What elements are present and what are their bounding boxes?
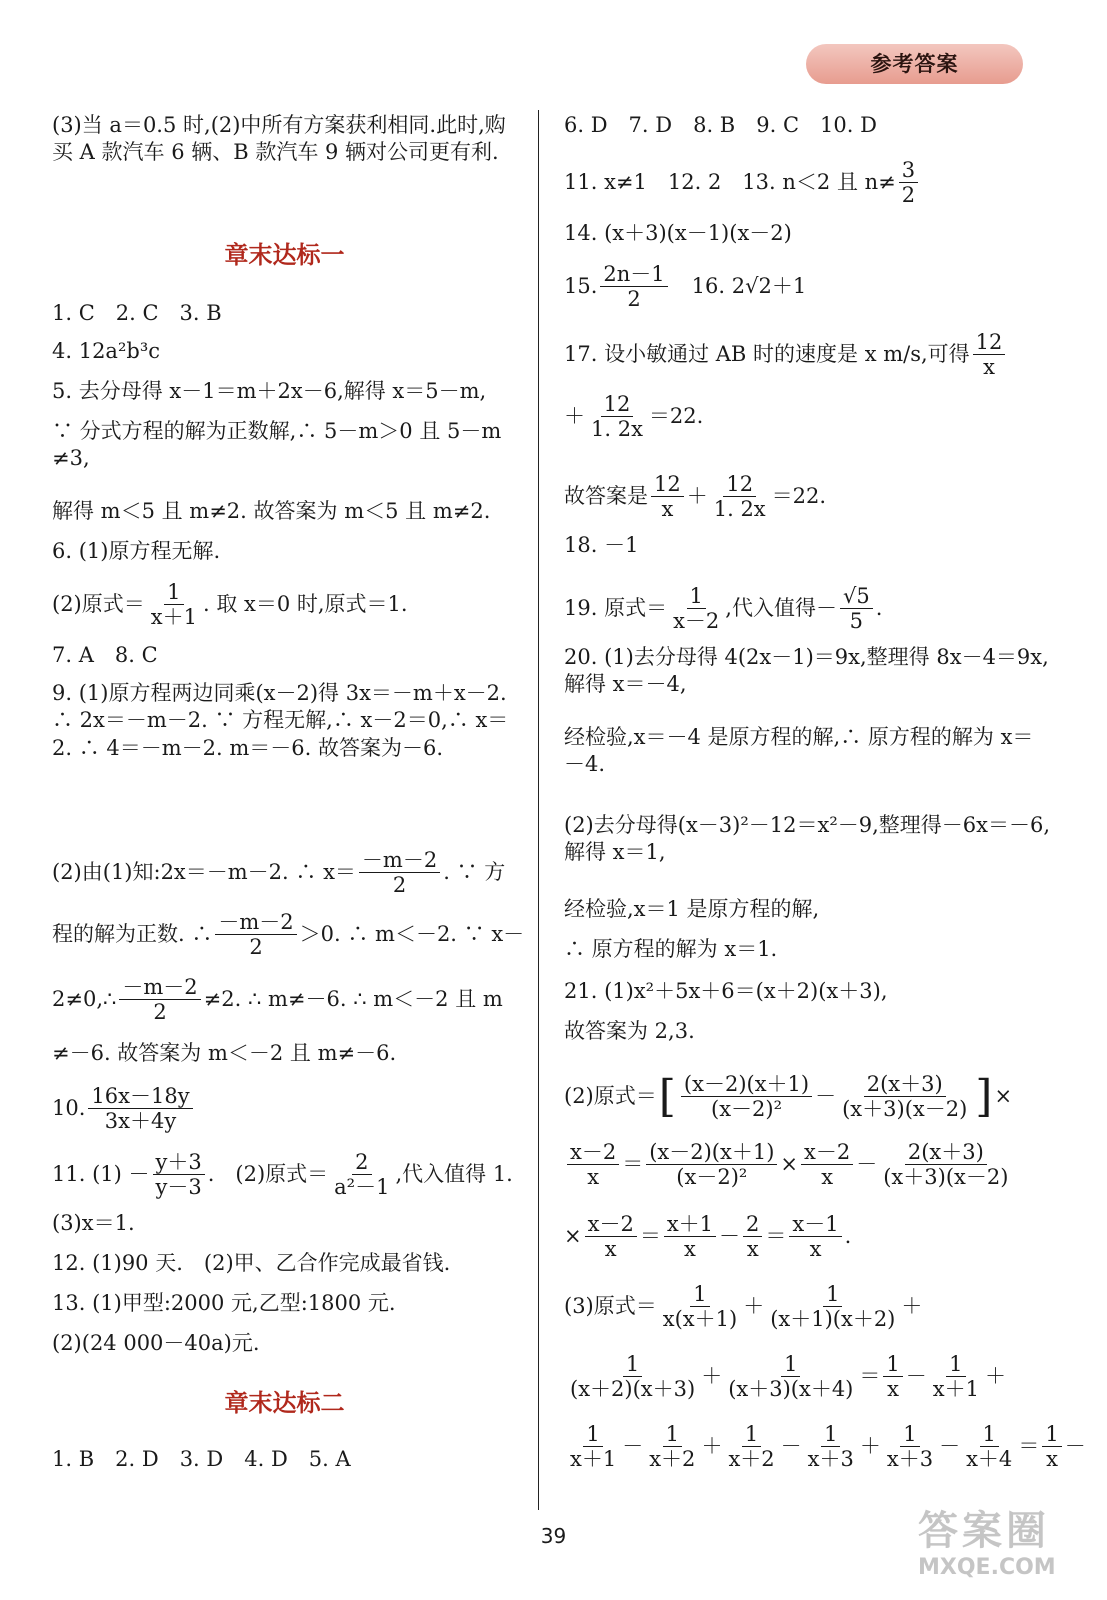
fraction-numerator: (x－2)(x＋1) (646, 1140, 777, 1165)
text-segment: ＋ (701, 1363, 723, 1388)
fraction-numerator: 2(x＋3) (864, 1072, 946, 1097)
fraction-denominator: (x－2)² (711, 1097, 783, 1122)
answer-line (564, 1422, 1086, 1472)
fraction-denominator: x (661, 497, 674, 522)
text-segment: . (2)原式＝ (207, 1161, 329, 1186)
fraction-denominator: x (604, 1237, 617, 1262)
answer-line: 1. C 2. C 3. B (52, 301, 222, 325)
text-segment: ＋ (901, 1293, 923, 1318)
fraction-denominator: x＋1 (570, 1447, 617, 1472)
answer-line (52, 848, 517, 897)
text-segment: ＝22. (648, 403, 704, 428)
text-segment: . ∵ 方 (443, 859, 506, 884)
text-segment: ＋ (743, 1293, 765, 1318)
fraction-denominator: 2 (901, 183, 916, 208)
bracket: ] (975, 1070, 993, 1122)
fraction (600, 262, 667, 311)
fraction-numerator: 1 (781, 1352, 800, 1377)
answer-line: 5. 去分母得 x－1＝m＋2x－6,解得 x＝5－m, (52, 379, 487, 403)
fraction (963, 1422, 1015, 1471)
fraction-denominator: (x－2)² (676, 1165, 748, 1190)
fraction-denominator: x＋2 (728, 1447, 775, 1472)
answer-line: 经检验,x＝－4 是原方程的解,∴ 原方程的解为 x＝－4. (564, 725, 1034, 777)
fraction-numerator: 2 (352, 1150, 371, 1175)
fraction (973, 330, 1006, 379)
text-segment: ＋ (701, 1433, 723, 1458)
fraction-numerator: －m－2 (215, 910, 296, 935)
fraction (880, 1140, 1011, 1189)
text-segment: ＋ (984, 1363, 1006, 1388)
fraction-numerator: x＋1 (664, 1212, 716, 1237)
text-segment: 16. 2√2＋1 (670, 273, 807, 298)
fraction-numerator: 2 (743, 1212, 762, 1237)
answer-line (564, 330, 1054, 379)
page-number: 39 (540, 1524, 567, 1548)
fraction (767, 1282, 898, 1331)
fraction (899, 158, 918, 207)
fraction (119, 975, 200, 1024)
fraction (646, 1422, 698, 1471)
answer-line: 12. (1)90 天. (2)甲、乙合作完成最省钱. (52, 1251, 451, 1275)
watermark-chinese: 答案圈 (918, 1508, 1050, 1554)
fraction (88, 1084, 192, 1133)
section-heading: 章末达标二 (224, 1389, 345, 1417)
fraction-numerator: 16x－18y (88, 1084, 192, 1109)
fraction (664, 1212, 716, 1261)
fraction-denominator: 5 (849, 609, 864, 634)
answer-line (52, 580, 517, 629)
answer-line: ≠－6. 故答案为 m＜－2 且 m≠－6. (52, 1041, 397, 1065)
fraction (567, 1140, 619, 1189)
fraction (153, 1150, 205, 1199)
fraction-denominator: (x＋3)(x－2) (883, 1165, 1009, 1190)
fraction (567, 1422, 619, 1471)
answer-line: 14. (x＋3)(x－1)(x－2) (564, 221, 792, 245)
fraction (588, 392, 646, 441)
column-divider (538, 110, 539, 1510)
fraction-denominator: x＋1 (150, 605, 197, 630)
watermark-logo (918, 1508, 1098, 1592)
text-segment: 15. (564, 273, 598, 298)
fraction-numerator: 1 (946, 1352, 965, 1377)
fraction-numerator: x－1 (789, 1212, 841, 1237)
fraction-denominator: x (983, 355, 995, 380)
answer-line: 经检验,x＝1 是原方程的解, (564, 897, 820, 921)
fraction (585, 1212, 637, 1261)
text-segment: 11. x≠1 12. 2 13. n＜2 且 n≠ (564, 169, 896, 194)
fraction-denominator: a²－1 (334, 1175, 390, 1200)
fraction-denominator: x (887, 1377, 899, 1402)
answer-line: ∵ 分式方程的解为正数解,∴ 5－m＞0 且 5－m ≠3, (52, 419, 502, 471)
text-segment: ,代入值得 1. (395, 1161, 513, 1186)
fraction-denominator: (x＋3)(x＋4) (728, 1377, 854, 1402)
fraction (840, 584, 873, 633)
text-segment: 19. 原式＝ (564, 595, 668, 620)
answer-line: 7. A 8. C (52, 643, 158, 667)
text-segment: 故答案是 (564, 483, 648, 508)
answer-line (564, 1282, 1054, 1331)
fraction (567, 1352, 698, 1401)
fraction-denominator: 2 (153, 1000, 167, 1025)
fraction-numerator: 1 (1042, 1422, 1061, 1447)
fraction-denominator: x－2 (673, 609, 720, 634)
answer-line (52, 1150, 517, 1199)
text-segment: ＝22. (771, 483, 827, 508)
text-segment: × (780, 1151, 799, 1176)
fraction-denominator: x＋4 (966, 1447, 1013, 1472)
fraction-numerator: 1 (687, 584, 706, 609)
text-segment: (2)原式＝ (52, 591, 145, 616)
fraction-denominator: 2 (392, 873, 407, 898)
fraction-denominator: 1. 2x (591, 417, 643, 442)
fraction-denominator: x (587, 1165, 600, 1190)
fraction-denominator: x＋2 (649, 1447, 696, 1472)
fraction-numerator: 1 (823, 1282, 842, 1307)
fraction-numerator: 12 (601, 392, 634, 417)
answer-line: 18. －1 (564, 533, 639, 557)
fraction-numerator: 1 (690, 1282, 709, 1307)
fraction-denominator: x (684, 1237, 696, 1262)
bracket: [ (658, 1070, 676, 1122)
text-segment: － (719, 1223, 741, 1248)
fraction-denominator: y－3 (155, 1175, 202, 1200)
fraction (839, 1072, 970, 1121)
fraction-numerator: 1 (900, 1422, 919, 1447)
answer-line (52, 1084, 517, 1133)
fraction-numerator: x－2 (567, 1140, 619, 1165)
fraction (215, 910, 296, 959)
fraction-numerator: 2n－1 (600, 262, 667, 287)
fraction-numerator: (x－2)(x＋1) (681, 1072, 812, 1097)
text-segment: ＋ (564, 403, 585, 428)
answer-line: 4. 12a²b³c (52, 339, 160, 363)
fraction-denominator: (x＋2)(x＋3) (570, 1377, 696, 1402)
text-segment: － (905, 1363, 927, 1388)
text-segment: (3)原式＝ (564, 1293, 657, 1318)
text-segment: ＋ (859, 1433, 881, 1458)
fraction (670, 584, 722, 633)
fraction (801, 1140, 853, 1189)
fraction-numerator: 1 (663, 1422, 682, 1447)
text-segment: ,代入值得－ (725, 595, 837, 620)
fraction-denominator: x (746, 1237, 759, 1262)
answer-line (564, 392, 1054, 441)
fraction (884, 1422, 936, 1471)
answer-line: 9. (1)原方程两边同乘(x－2)得 3x＝－m＋x－2. ∴ 2x＝－m－2. ∵ 方程无解,∴ x－2＝0,∴ x＝2. ∴ 4＝－m－2. m＝－6. 故答案为－6. (52, 681, 509, 760)
fraction (646, 1140, 777, 1189)
fraction-numerator: 12 (651, 472, 684, 497)
text-segment: ＝ (639, 1223, 661, 1248)
answer-line: 20. (1)去分母得 4(2x－1)＝9x,整理得 8x－4＝9x,解得 x＝－4, (564, 645, 1049, 697)
fraction-denominator: x＋3 (807, 1447, 854, 1472)
answer-line: 解得 m＜5 且 m≠2. 故答案为 m＜5 且 m≠2. (52, 499, 491, 523)
fraction-numerator: 1 (623, 1352, 642, 1377)
text-segment: 11. (1) － (52, 1161, 150, 1186)
section-heading: 章末达标一 (224, 241, 345, 269)
text-segment: － (815, 1083, 837, 1108)
fraction (331, 1150, 392, 1199)
fraction (359, 848, 440, 897)
fraction-numerator: －m－2 (119, 975, 200, 1000)
text-segment: ＝ (622, 1151, 644, 1176)
text-segment: ＋ (686, 483, 708, 508)
answer-line (564, 584, 1054, 633)
section-tab: 参考答案 (806, 44, 1023, 84)
fraction (725, 1352, 856, 1401)
text-segment: ＞0. ∴ m＜－2. ∵ x－ (299, 921, 525, 946)
fraction-numerator: 1 (883, 1352, 902, 1377)
text-segment: 17. 设小敏通过 AB 时的速度是 x m/s,可得 (564, 341, 970, 366)
fraction-numerator: √5 (840, 584, 873, 609)
fraction-denominator: x (1046, 1447, 1058, 1472)
watermark-url: MXQE.COM (918, 1555, 1056, 1580)
fraction-numerator: 1 (980, 1422, 999, 1447)
text-segment: (2)原式＝ (564, 1083, 657, 1108)
fraction-denominator: 2 (627, 287, 641, 312)
fraction-denominator: 1. 2x (713, 497, 766, 522)
text-segment: . 取 x＝0 时,原式＝1. (202, 591, 408, 616)
text-segment: 2≠0,∴ (52, 986, 117, 1011)
text-segment: × (994, 1083, 1013, 1108)
answer-line: (3)x＝1. (52, 1211, 135, 1235)
answer-line (52, 910, 525, 960)
text-segment: － (780, 1433, 802, 1458)
fraction-denominator: 3x＋4y (104, 1109, 177, 1134)
answer-line (564, 262, 1054, 311)
fraction-numerator: x－2 (585, 1212, 637, 1237)
answer-line (564, 1352, 1054, 1401)
text-segment: － (1064, 1433, 1086, 1458)
answer-line (564, 1072, 1054, 1121)
text-segment: × (564, 1223, 582, 1248)
text-segment: － (856, 1151, 878, 1176)
answer-line: (3)当 a＝0.5 时,(2)中所有方案获利相同.此时,购买 A 款汽车 6 辆、B 款汽车 9 辆对公司更有利. (52, 113, 506, 165)
fraction-numerator: 1 (583, 1422, 602, 1447)
fraction (743, 1212, 762, 1261)
fraction-numerator: －m－2 (359, 848, 440, 873)
fraction (805, 1422, 857, 1471)
fraction-numerator: 2(x＋3) (905, 1140, 987, 1165)
fraction-denominator: x＋1 (932, 1377, 979, 1402)
fraction (681, 1072, 812, 1121)
fraction-numerator: 12 (973, 330, 1006, 355)
answer-line: 21. (1)x²＋5x＋6＝(x＋2)(x＋3), (564, 979, 888, 1003)
fraction (883, 1352, 902, 1401)
fraction (725, 1422, 777, 1471)
fraction-numerator: 1 (821, 1422, 840, 1447)
text-segment: . (844, 1223, 852, 1248)
answer-line (564, 158, 1054, 207)
text-segment: ＝ (1018, 1433, 1040, 1458)
fraction-numerator: 3 (899, 158, 918, 183)
fraction-numerator: 12 (723, 472, 756, 497)
text-segment: (2)由(1)知:2x＝－m－2. ∴ x＝ (52, 859, 356, 884)
text-segment: . (875, 595, 883, 620)
text-segment: － (622, 1433, 644, 1458)
fraction (148, 580, 200, 629)
fraction (660, 1282, 740, 1331)
answer-line: 故答案为 2,3. (564, 1019, 695, 1043)
fraction (930, 1352, 982, 1401)
answer-line: 6. (1)原方程无解. (52, 539, 221, 563)
fraction-numerator: y＋3 (153, 1150, 205, 1175)
answer-line: (2)去分母得(x－3)²－12＝x²－9,整理得－6x＝－6,解得 x＝1, (564, 813, 1051, 865)
answer-line (564, 1212, 1054, 1261)
fraction-denominator: x＋3 (886, 1447, 934, 1472)
fraction-denominator: (x＋3)(x－2) (842, 1097, 968, 1122)
answer-line: ∴ 原方程的解为 x＝1. (564, 937, 778, 961)
text-segment: ＝ (765, 1223, 787, 1248)
fraction-denominator: (x＋1)(x＋2) (770, 1307, 896, 1332)
answer-line: (2)(24 000－40a)元. (52, 1331, 260, 1355)
fraction-denominator: x (821, 1165, 834, 1190)
text-segment: － (939, 1433, 961, 1458)
fraction-numerator: 1 (742, 1422, 761, 1447)
fraction (651, 472, 684, 521)
text-segment: ≠2. ∴ m≠－6. ∴ m＜－2 且 m (203, 986, 503, 1011)
answer-line: 6. D 7. D 8. B 9. C 10. D (564, 113, 877, 137)
fraction (711, 472, 769, 521)
fraction-denominator: 2 (249, 935, 263, 960)
answer-line (564, 1140, 1054, 1189)
fraction-numerator: 1 (164, 580, 183, 605)
fraction-denominator: x(x＋1) (662, 1307, 738, 1332)
fraction (1042, 1422, 1061, 1471)
answer-line (52, 975, 517, 1024)
fraction-numerator: x－2 (801, 1140, 853, 1165)
text-segment: 10. (52, 1095, 86, 1120)
fraction (789, 1212, 841, 1261)
answer-line: 1. B 2. D 3. D 4. D 5. A (52, 1447, 351, 1471)
fraction-denominator: x (809, 1237, 822, 1262)
text-segment: ＝ (859, 1363, 881, 1388)
answer-line (564, 472, 1054, 521)
text-segment: 程的解为正数. ∴ (52, 921, 213, 946)
answer-line: 13. (1)甲型:2000 元,乙型:1800 元. (52, 1291, 396, 1315)
